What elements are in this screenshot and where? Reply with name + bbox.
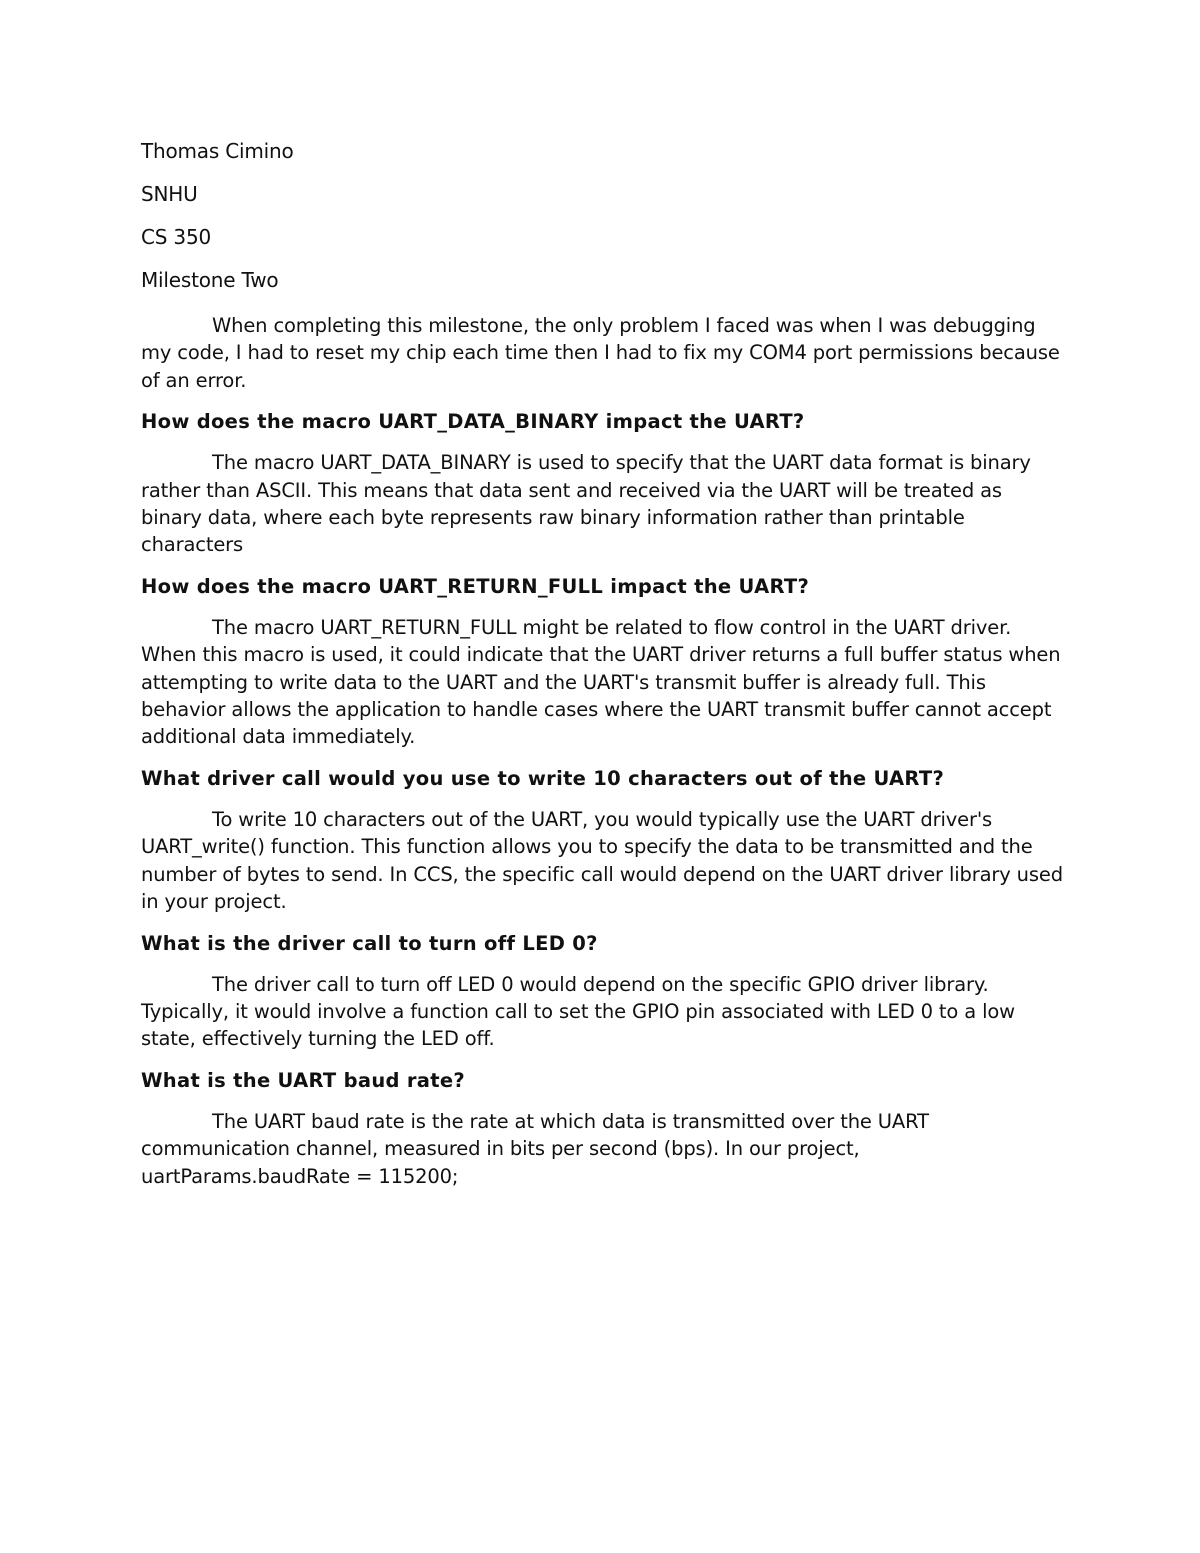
answer-led-off: The driver call to turn off LED 0 would depend on the specific GPIO driver library. Typically, it would involve a function call to set the GPIO pin associated with LED 0 to a low state, effectively turning the LED off. <box>141 972 1015 1051</box>
question-led-off: What is the driver call to turn off LED 0? <box>141 931 598 955</box>
question-uart-return-full: How does the macro UART_RETURN_FULL impact the UART? <box>141 574 810 598</box>
question-uart-write: What driver call would you use to write 10 characters out of the UART? <box>141 766 945 790</box>
answer-uart-return-full: The macro UART_RETURN_FULL might be related to flow control in the UART driver. When this macro is used, it could indicate that the UART driver returns a full buffer status when attempting to write data to the UART and the UART's transmit buffer is already full. This behavior allows the application to handle cases where the UART transmit buffer cannot accept additional data immediately. <box>141 615 1061 749</box>
course-code: CS 350 <box>141 225 211 249</box>
author-name: Thomas Cimino <box>141 139 294 163</box>
institution-name: SNHU <box>141 182 198 206</box>
question-baud-rate: What is the UART baud rate? <box>141 1068 465 1092</box>
answer-baud-rate: The UART baud rate is the rate at which data is transmitted over the UART communication channel, measured in bits per second (bps). In our project, uartParams.baudRate = 115200; <box>141 1109 929 1188</box>
assignment-title: Milestone Two <box>141 268 279 292</box>
intro-paragraph: When completing this milestone, the only problem I faced was when I was debugging my code, I had to reset my chip each time then I had to fix my COM4 port permissions because of an error. <box>141 314 1060 392</box>
answer-uart-data-binary: The macro UART_DATA_BINARY is used to specify that the UART data format is binary rather than ASCII. This means that data sent and received via the UART will be treated as binary data, where each byte represents raw binary information rather than printable characters <box>141 451 1031 557</box>
document-body <box>141 140 1066 1204</box>
answer-uart-write: To write 10 characters out of the UART, you would typically use the UART driver's UART_write() function. This function allows you to specify the data to be transmitted and the number of bytes to send. In CCS, the specific call would depend on the UART driver library used in your project. <box>141 807 1063 914</box>
question-uart-data-binary: How does the macro UART_DATA_BINARY impact the UART? <box>141 410 805 434</box>
